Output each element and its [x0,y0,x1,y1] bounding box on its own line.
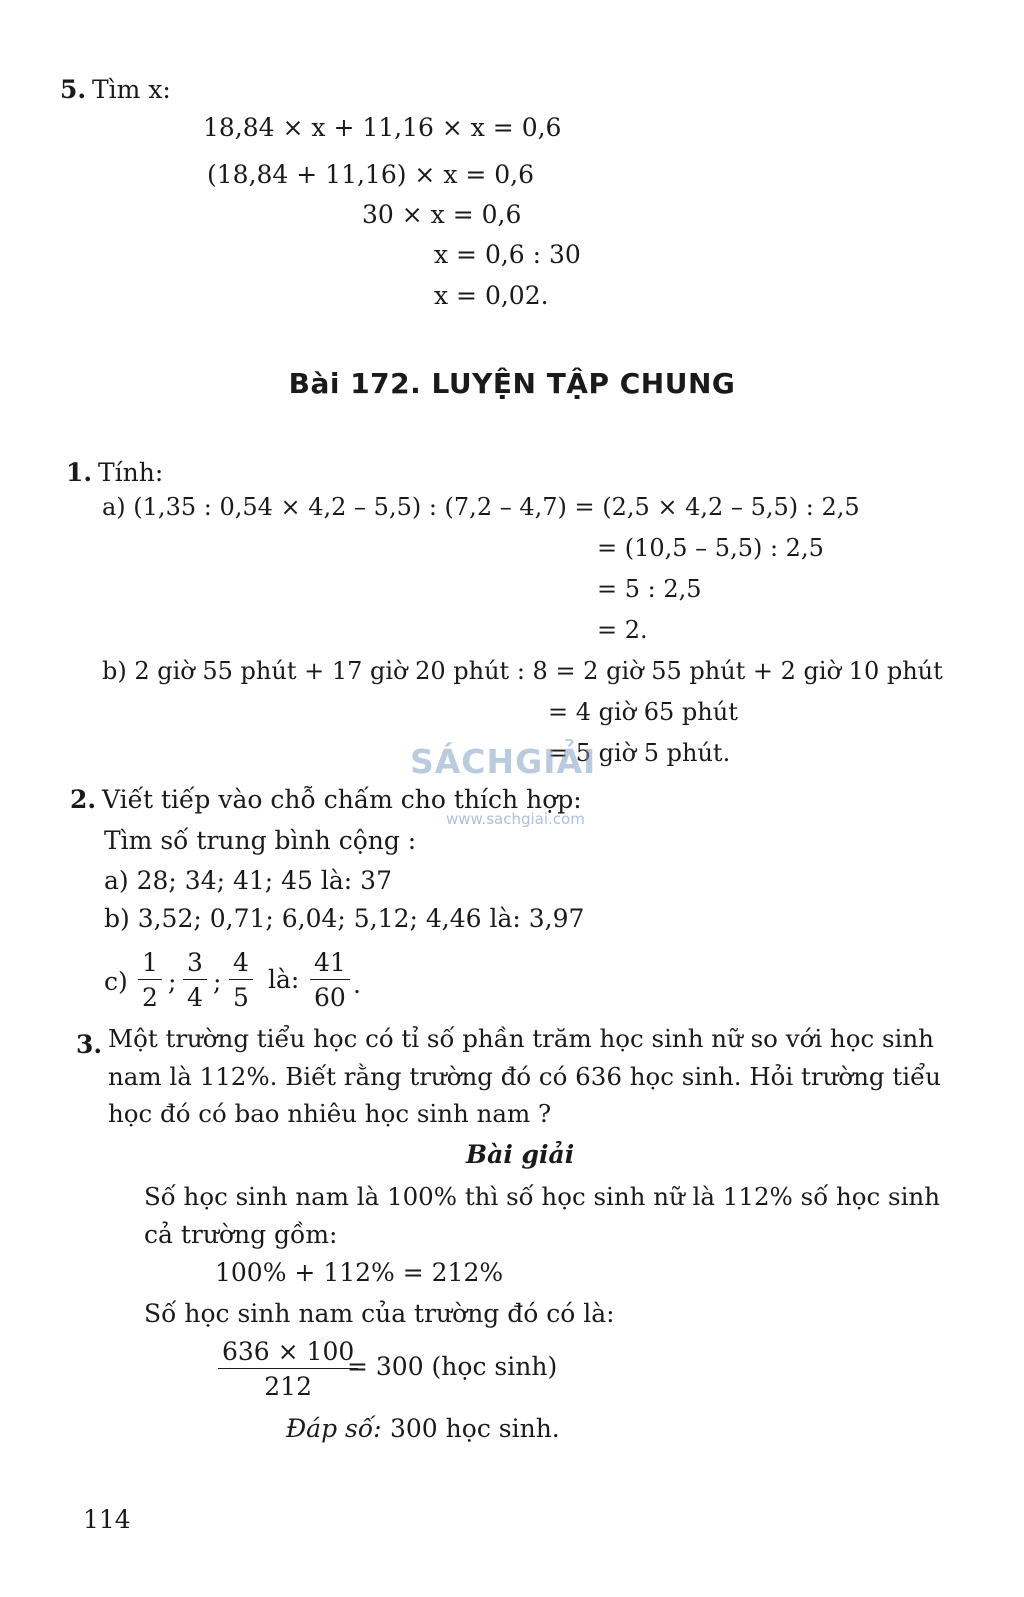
ex2-b: b) 3,52; 0,71; 6,04; 5,12; 4,46 là: 3,97 [104,904,585,933]
ex2-sub: Tìm số trung bình cộng : [104,826,417,855]
ex1-a-line-3: = 5 : 2,5 [597,575,702,603]
ex1-a-line-4: = 2. [597,616,648,644]
ex2-c-sep-2: ; [213,967,222,996]
denominator: 2 [142,983,158,1012]
solution-line-3: 100% + 112% = 212% [215,1258,504,1287]
numerator: 1 [138,949,162,980]
solution-line-4: Số học sinh nam của trường đó có là: [144,1299,615,1328]
ex1-a-line-1: a) (1,35 : 0,54 × 4,2 – 5,5) : (7,2 – 4,7) = (2,5 × 4,2 – 5,5) : 2,5 [102,493,860,521]
answer-label: Đáp số: [286,1414,382,1443]
ex1-a-line-2: = (10,5 – 5,5) : 2,5 [597,534,824,562]
ex5-line-2: (18,84 + 11,16) × x = 0,6 [207,160,535,189]
answer-value: 300 học sinh. [390,1414,560,1443]
ex2-c-prefix: c) [104,967,128,996]
numerator: 636 × 100 [218,1338,358,1369]
ex3-number: 3. [76,1030,103,1059]
solution-line-2: cả trường gồm: [144,1220,338,1249]
ex3-line-3: học đó có bao nhiêu học sinh nam ? [108,1099,552,1128]
ex1-label: Tính: [98,458,164,487]
ex2-number: 2. [70,785,97,814]
ex2-c-result [310,949,350,1012]
ex2-c-fraction-3 [229,949,253,1012]
numerator: 41 [310,949,350,980]
ex1-b-line-3: = 5 giờ 5 phút. [548,739,731,767]
denominator: 212 [264,1372,312,1401]
solution-fraction [218,1338,358,1401]
ex2-c-fraction-1 [138,949,162,1012]
ex1-b-line-1: b) 2 giờ 55 phút + 17 giờ 20 phút : 8 = 2 giờ 55 phút + 2 giờ 10 phút [102,657,943,685]
ex5-line-4: x = 0,6 : 30 [434,240,581,269]
ex3-line-2: nam là 112%. Biết rằng trường đó có 636 học sinh. Hỏi trường tiểu [108,1062,941,1091]
lesson-title: Bài 172. LUYỆN TẬP CHUNG [288,367,736,400]
ex5-label: Tìm x: [92,75,171,104]
watermark-logo: SÁCHGIẢI [410,742,597,781]
ex2-c-end: . [353,970,361,999]
solution-heading: Bài giải [466,1140,575,1169]
numerator: 3 [183,949,207,980]
ex1-number: 1. [66,458,93,487]
ex2-a: a) 28; 34; 41; 45 là: 37 [104,866,392,895]
ex5-line-3: 30 × x = 0,6 [362,200,522,229]
denominator: 5 [233,983,249,1012]
watermark-url: www.sachgiai.com [446,810,585,828]
denominator: 4 [187,983,203,1012]
ex2-label: Viết tiếp vào chỗ chấm cho thích hợp: [102,785,582,814]
numerator: 4 [229,949,253,980]
ex1-b-line-2: = 4 giờ 65 phút [548,698,738,726]
ex2-c-mid: là: [268,965,300,994]
ex5-number: 5. [60,75,87,104]
solution-line-1: Số học sinh nam là 100% thì số học sinh nữ là 112% số học sinh [144,1182,940,1211]
solution-fraction-result: = 300 (học sinh) [347,1352,558,1381]
ex2-c-sep-1: ; [168,967,177,996]
ex5-line-1: 18,84 × x + 11,16 × x = 0,6 [203,113,562,142]
ex5-line-5: x = 0,02. [434,281,549,310]
ex3-line-1: Một trường tiểu học có tỉ số phần trăm học sinh nữ so với học sinh [108,1024,934,1053]
denominator: 60 [314,983,346,1012]
page-number: 114 [83,1505,131,1534]
ex2-c-fraction-2 [183,949,207,1012]
